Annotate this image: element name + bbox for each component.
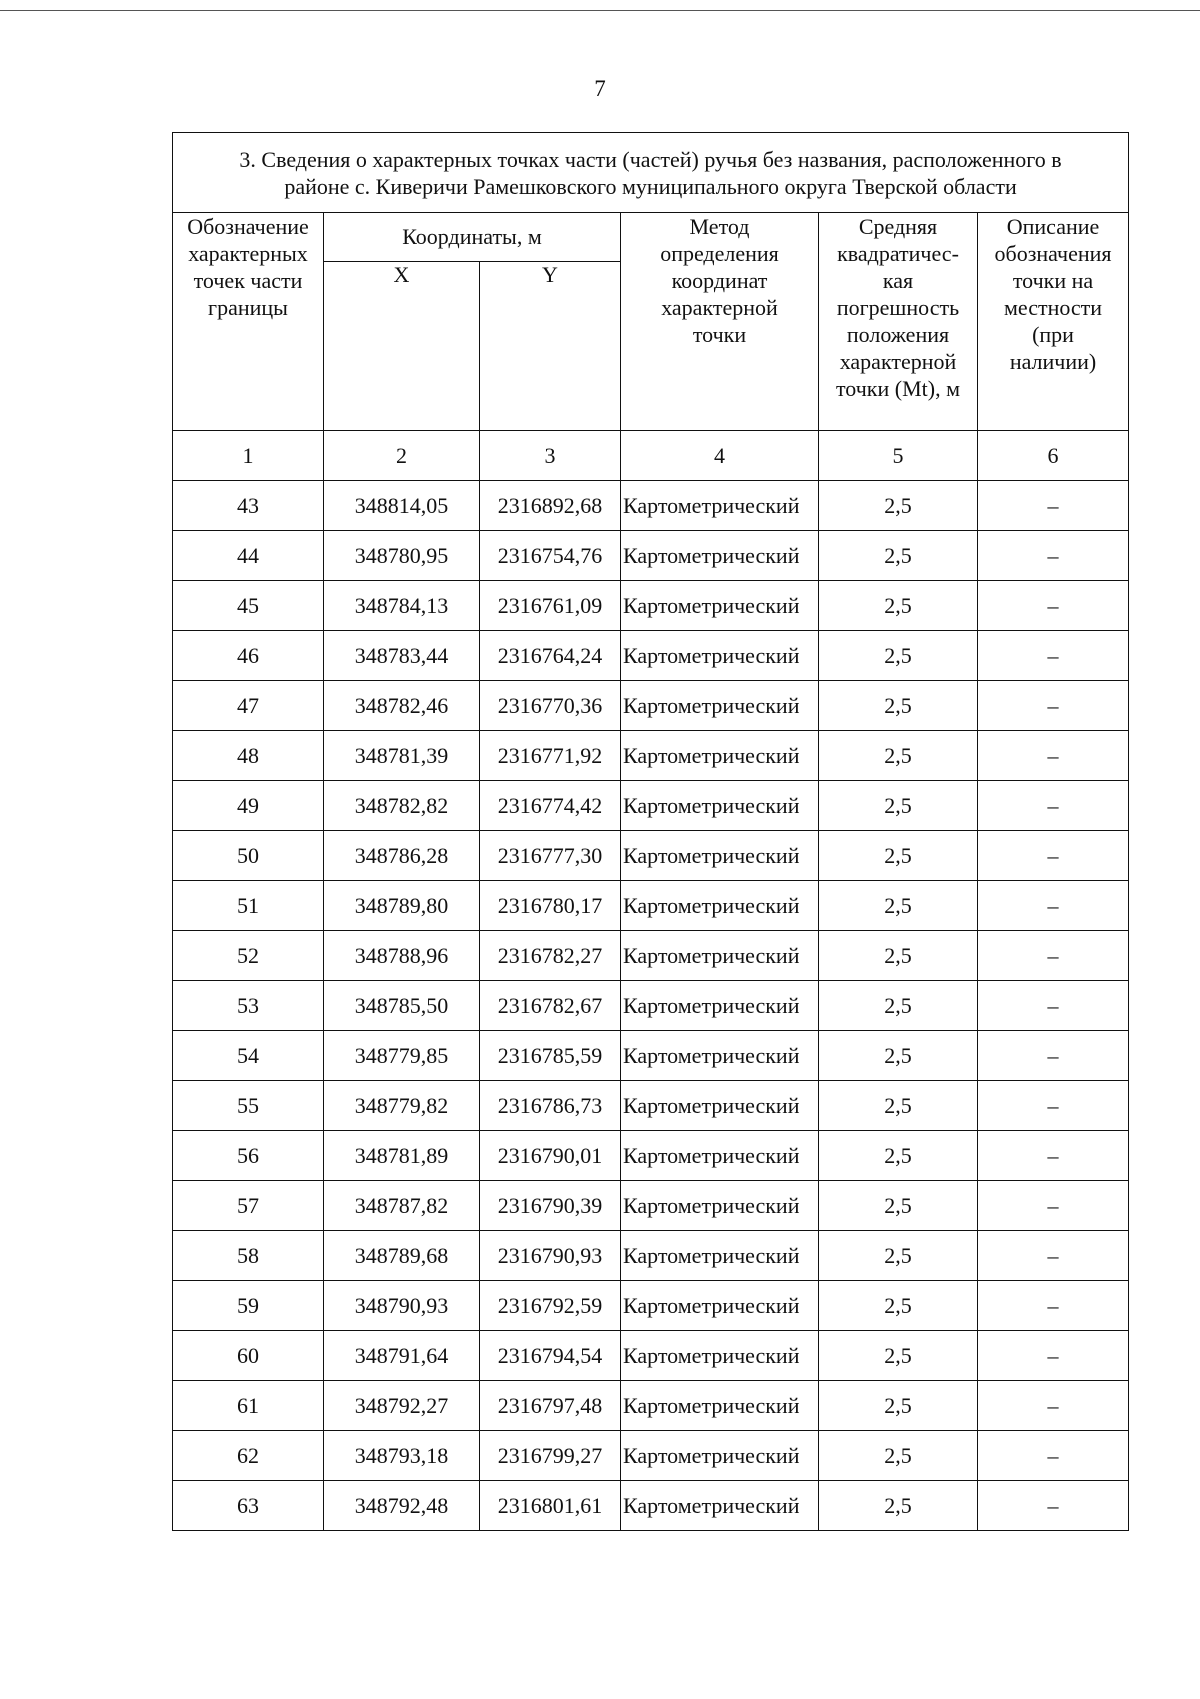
cell-error: 2,5 (819, 1231, 978, 1281)
header-error-line: кая (882, 268, 914, 293)
cell-x: 348791,64 (324, 1331, 480, 1381)
table-row (173, 1231, 1129, 1281)
cell-y: 2316770,36 (480, 681, 621, 731)
cell-x: 348784,13 (324, 581, 480, 631)
header-y: Y (480, 262, 621, 431)
cell-y: 2316792,59 (480, 1281, 621, 1331)
table-row (173, 881, 1129, 931)
section-title (173, 133, 1129, 213)
cell-x: 348787,82 (324, 1181, 480, 1231)
table-row (173, 581, 1129, 631)
cell-error: 2,5 (819, 581, 978, 631)
cell-x: 348792,27 (324, 1381, 480, 1431)
cell-x: 348779,82 (324, 1081, 480, 1131)
table-row (173, 981, 1129, 1031)
cell-description: – (978, 1131, 1129, 1181)
cell-method: Картометрический (621, 1281, 819, 1331)
cell-x: 348785,50 (324, 981, 480, 1031)
cell-error: 2,5 (819, 1081, 978, 1131)
header-method-line: характерной (661, 295, 778, 320)
table-row (173, 781, 1129, 831)
header-error-line: характерной (839, 349, 957, 374)
cell-y: 2316782,67 (480, 981, 621, 1031)
column-number: 1 (173, 431, 324, 481)
header-description-line: обозначения (994, 241, 1112, 266)
table-row (173, 631, 1129, 681)
header-coordinates: Координаты, м (324, 213, 621, 262)
header-method-line: координат (671, 268, 768, 293)
cell-y: 2316780,17 (480, 881, 621, 931)
cell-method: Картометрический (621, 1381, 819, 1431)
header-point-line: Обозначение (187, 214, 309, 239)
table-row (173, 1131, 1129, 1181)
cell-description: – (978, 981, 1129, 1031)
header-description-line: точки на (1012, 268, 1094, 293)
cell-description: – (978, 1481, 1129, 1531)
cell-point: 49 (173, 781, 324, 831)
cell-error: 2,5 (819, 631, 978, 681)
header-point-line: характерных (188, 241, 308, 266)
cell-x: 348783,44 (324, 631, 480, 681)
cell-method: Картометрический (621, 1481, 819, 1531)
table-row (173, 1281, 1129, 1331)
cell-error: 2,5 (819, 981, 978, 1031)
cell-error: 2,5 (819, 1031, 978, 1081)
cell-description: – (978, 631, 1129, 681)
column-number: 3 (480, 431, 621, 481)
cell-y: 2316892,68 (480, 481, 621, 531)
cell-point: 54 (173, 1031, 324, 1081)
cell-error: 2,5 (819, 1381, 978, 1431)
header-method (621, 213, 819, 431)
cell-error: 2,5 (819, 1281, 978, 1331)
cell-y: 2316790,01 (480, 1131, 621, 1181)
cell-error: 2,5 (819, 1131, 978, 1181)
cell-error: 2,5 (819, 1431, 978, 1481)
table-row (173, 681, 1129, 731)
cell-point: 48 (173, 731, 324, 781)
cell-x: 348814,05 (324, 481, 480, 531)
header-description (978, 213, 1129, 431)
cell-error: 2,5 (819, 881, 978, 931)
table-row (173, 531, 1129, 581)
cell-x: 348782,82 (324, 781, 480, 831)
cell-description: – (978, 731, 1129, 781)
cell-error: 2,5 (819, 681, 978, 731)
cell-x: 348789,68 (324, 1231, 480, 1281)
column-number-row (173, 431, 1129, 481)
cell-error: 2,5 (819, 781, 978, 831)
cell-x: 348793,18 (324, 1431, 480, 1481)
cell-point: 59 (173, 1281, 324, 1331)
cell-description: – (978, 531, 1129, 581)
cell-x: 348780,95 (324, 531, 480, 581)
cell-y: 2316754,76 (480, 531, 621, 581)
cell-point: 62 (173, 1431, 324, 1481)
header-method-line: Метод (689, 214, 750, 239)
cell-y: 2316771,92 (480, 731, 621, 781)
header-x: X (324, 262, 480, 431)
cell-x: 348779,85 (324, 1031, 480, 1081)
cell-method: Картометрический (621, 1181, 819, 1231)
cell-error: 2,5 (819, 731, 978, 781)
header-description-line: (при (1032, 322, 1074, 347)
cell-x: 348789,80 (324, 881, 480, 931)
cell-error: 2,5 (819, 1481, 978, 1531)
header-error-line: положения (846, 322, 950, 347)
cell-description: – (978, 481, 1129, 531)
table-caption-row (173, 133, 1129, 213)
header-method-line: определения (660, 241, 779, 266)
cell-method: Картометрический (621, 1081, 819, 1131)
table-row (173, 831, 1129, 881)
cell-description: – (978, 931, 1129, 981)
table-row (173, 1431, 1129, 1481)
column-number: 4 (621, 431, 819, 481)
table-row (173, 1081, 1129, 1131)
cell-description: – (978, 581, 1129, 631)
cell-point: 53 (173, 981, 324, 1031)
cell-method: Картометрический (621, 1131, 819, 1181)
cell-point: 55 (173, 1081, 324, 1131)
cell-x: 348782,46 (324, 681, 480, 731)
cell-x: 348790,93 (324, 1281, 480, 1331)
cell-y: 2316786,73 (480, 1081, 621, 1131)
cell-method: Картометрический (621, 1431, 819, 1481)
header-error (819, 213, 978, 431)
cell-method: Картометрический (621, 731, 819, 781)
cell-y: 2316797,48 (480, 1381, 621, 1431)
cell-x: 348781,89 (324, 1131, 480, 1181)
cell-description: – (978, 1281, 1129, 1331)
cell-x: 348781,39 (324, 731, 480, 781)
cell-method: Картометрический (621, 481, 819, 531)
column-number: 2 (324, 431, 480, 481)
cell-description: – (978, 1331, 1129, 1381)
cell-error: 2,5 (819, 831, 978, 881)
cell-point: 50 (173, 831, 324, 881)
cell-y: 2316774,42 (480, 781, 621, 831)
header-description-line: местности (1003, 295, 1103, 320)
cell-point: 46 (173, 631, 324, 681)
header-description-line: Описание (1006, 214, 1100, 239)
cell-method: Картометрический (621, 1231, 819, 1281)
page-number: 7 (594, 76, 606, 101)
column-number: 6 (978, 431, 1129, 481)
table-row (173, 1181, 1129, 1231)
cell-description: – (978, 1231, 1129, 1281)
cell-x: 348792,48 (324, 1481, 480, 1531)
table-row (173, 1331, 1129, 1381)
header-error-line: квадратичес- (837, 241, 959, 266)
cell-point: 44 (173, 531, 324, 581)
table-row (173, 1031, 1129, 1081)
cell-method: Картометрический (621, 1031, 819, 1081)
cell-y: 2316790,93 (480, 1231, 621, 1281)
cell-description: – (978, 681, 1129, 731)
cell-method: Картометрический (621, 581, 819, 631)
cell-description: – (978, 781, 1129, 831)
header-method-line: точки (692, 322, 747, 347)
cell-point: 45 (173, 581, 324, 631)
cell-point: 51 (173, 881, 324, 931)
cell-y: 2316782,27 (480, 931, 621, 981)
cell-description: – (978, 881, 1129, 931)
cell-point: 61 (173, 1381, 324, 1431)
cell-method: Картометрический (621, 981, 819, 1031)
section-title-line-1: 3. Сведения о характерных точках части (частей) ручья без названия, расположенного в (239, 146, 1062, 172)
cell-method: Картометрический (621, 831, 819, 881)
header-error-line: Средняя (858, 214, 938, 239)
header-row (173, 213, 1129, 262)
cell-method: Картометрический (621, 531, 819, 581)
cell-point: 60 (173, 1331, 324, 1381)
table-row (173, 1381, 1129, 1431)
cell-method: Картометрический (621, 681, 819, 731)
cell-description: – (978, 1081, 1129, 1131)
cell-y: 2316761,09 (480, 581, 621, 631)
cell-description: – (978, 831, 1129, 881)
cell-error: 2,5 (819, 1331, 978, 1381)
cell-y: 2316799,27 (480, 1431, 621, 1481)
header-point-line: точек части (193, 268, 303, 293)
cell-method: Картометрический (621, 1331, 819, 1381)
cell-method: Картометрический (621, 631, 819, 681)
cell-description: – (978, 1431, 1129, 1481)
cell-point: 52 (173, 931, 324, 981)
header-description-line: наличии) (1009, 349, 1097, 374)
cell-point: 47 (173, 681, 324, 731)
column-number: 5 (819, 431, 978, 481)
cell-y: 2316794,54 (480, 1331, 621, 1381)
table-row (173, 1481, 1129, 1531)
cell-description: – (978, 1381, 1129, 1431)
cell-error: 2,5 (819, 931, 978, 981)
cell-point: 58 (173, 1231, 324, 1281)
cell-method: Картометрический (621, 881, 819, 931)
cell-y: 2316790,39 (480, 1181, 621, 1231)
cell-error: 2,5 (819, 531, 978, 581)
cell-description: – (978, 1031, 1129, 1081)
cell-y: 2316801,61 (480, 1481, 621, 1531)
cell-point: 63 (173, 1481, 324, 1531)
cell-error: 2,5 (819, 481, 978, 531)
cell-y: 2316785,59 (480, 1031, 621, 1081)
cell-method: Картометрический (621, 931, 819, 981)
cell-y: 2316777,30 (480, 831, 621, 881)
cell-x: 348786,28 (324, 831, 480, 881)
header-error-line: погрешность (836, 295, 960, 320)
coordinates-table (172, 132, 1129, 1531)
cell-error: 2,5 (819, 1181, 978, 1231)
cell-method: Картометрический (621, 781, 819, 831)
cell-y: 2316764,24 (480, 631, 621, 681)
header-error-line: точки (Mt), м (835, 376, 961, 401)
cell-point: 57 (173, 1181, 324, 1231)
table-row (173, 731, 1129, 781)
cell-point: 56 (173, 1131, 324, 1181)
table-row (173, 481, 1129, 531)
section-title-line-2: районе с. Киверичи Рамешковского муниципального округа Тверской области (284, 173, 1017, 199)
cell-description: – (978, 1181, 1129, 1231)
page-top-edge-line (0, 10, 1200, 11)
cell-point: 43 (173, 481, 324, 531)
cell-x: 348788,96 (324, 931, 480, 981)
header-point-line: границы (208, 295, 288, 320)
table-row (173, 931, 1129, 981)
header-point (173, 213, 324, 431)
